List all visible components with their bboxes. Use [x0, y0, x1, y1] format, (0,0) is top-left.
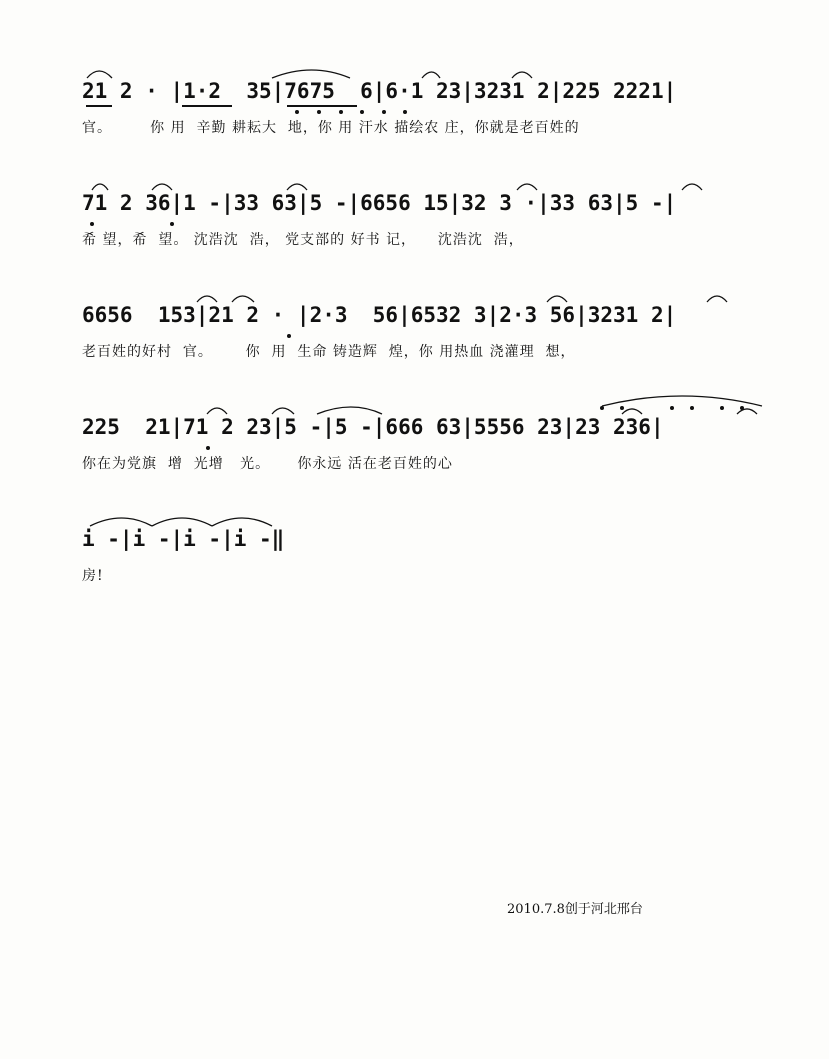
notation-line: 21 2 · |1·2 35|7675 6|6·1 23|3231 2|225 2221|: [82, 79, 677, 103]
notation-line: 71 2 36|1 -|33 63|5 -|6656 15|32 3 ·|33 63|5 -|: [82, 191, 677, 215]
composition-date-note: 2010.7.8创于河北邢台: [507, 902, 643, 917]
notation-line: 225 21|71 2 23|5 -|5 -|666 63|5556 23|23 236|: [82, 415, 664, 439]
lyrics-line: 房!: [82, 568, 104, 584]
lyrics-line: 希 望，希 望。 沈浩沈 浩， 党支部的 好书 记， 沈浩沈 浩，: [82, 232, 524, 248]
notation-line: 6656 153|21 2 · |2·3 56|6532 3|2·3 56|3231 2|: [82, 303, 677, 327]
lyrics-line: 你在为党旗 增 光增 光。 你永远 活在老百姓的心: [82, 456, 453, 472]
lyrics-line: 老百姓的好村 官。 你 用 生命 铸造辉 煌，你 用热血 浇灌理 想，: [82, 344, 576, 360]
lyrics-line: 官。 你 用 辛勤 耕耘大 地，你 用 汗水 描绘农 庄，你就是老百姓的: [82, 120, 580, 136]
notation-line: i -|i -|i -|i -‖: [82, 527, 285, 551]
